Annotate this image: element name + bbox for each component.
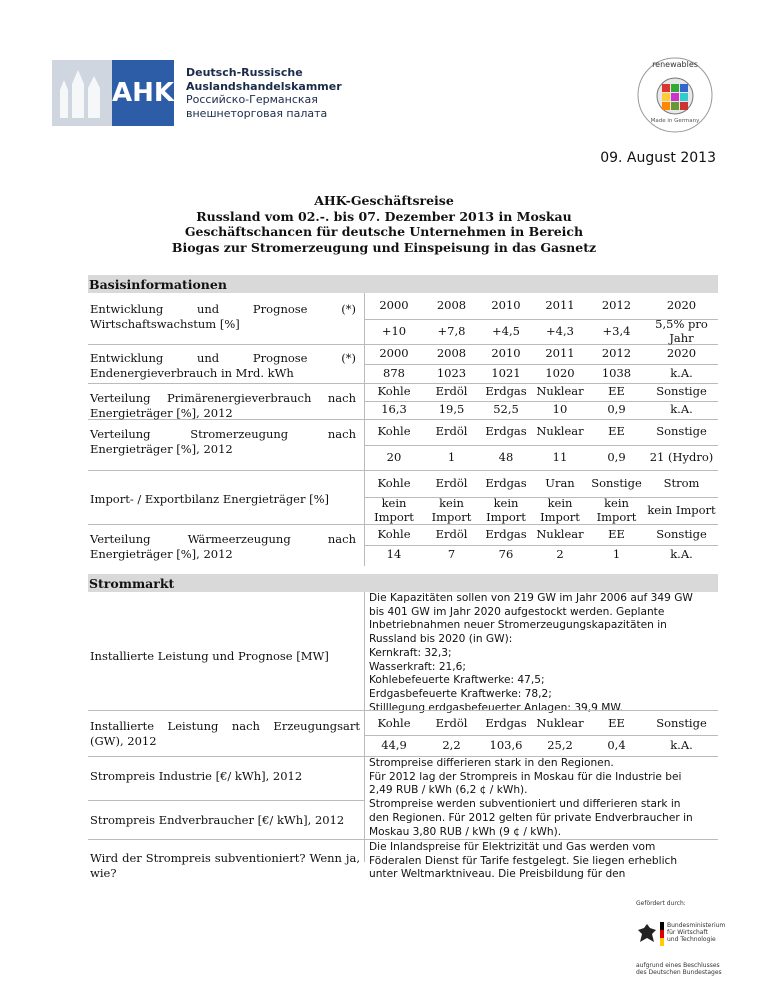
price-end-label: Strompreis Endverbraucher [€/ kWh], 2012 bbox=[90, 813, 345, 827]
org-line-2: Auslandshandelskammer bbox=[186, 79, 342, 93]
bytype-value-cell: k.A. bbox=[670, 737, 693, 752]
basis-head-cell: 2012 bbox=[601, 346, 632, 361]
bytype-value-cell: 25,2 bbox=[547, 737, 573, 752]
installed-capacity-label: Installierte Leistung und Prognose [MW] bbox=[90, 649, 329, 663]
text-line: Moskau 3,80 RUB / kWh (9 ¢ / kWh). bbox=[369, 825, 562, 838]
title-line-2: Russland vom 02.-. bis 07. Dezember 2013 in Moskau bbox=[196, 208, 572, 224]
basis-label: Verteilung Wärmeerzeugung nach Energieträger [%], 2012 bbox=[90, 532, 356, 561]
basis-head-cell: Uran bbox=[545, 475, 575, 490]
renewables-logo bbox=[636, 56, 714, 134]
basis-label: Entwicklung und Prognose (*) Endenergieverbrauch in Mrd. kWh bbox=[90, 351, 356, 380]
basis-head-cell: Erdgas bbox=[485, 424, 527, 439]
basis-head-cell: EE bbox=[608, 424, 625, 439]
basis-value-cell: kein Import bbox=[374, 496, 414, 524]
basis-value-cell: +7,8 bbox=[437, 323, 466, 338]
eagle-icon bbox=[636, 922, 658, 950]
basis-head-cell: Erdgas bbox=[485, 475, 527, 490]
text-line: Strompreise werden subventioniert und differieren stark in bbox=[369, 798, 681, 811]
basis-head-cell: Sonstige bbox=[656, 424, 707, 439]
price-industry-label: Strompreis Industrie [€/ kWh], 2012 bbox=[90, 769, 303, 783]
bmwi-logo bbox=[626, 900, 736, 980]
basis-value-cell: kein Import bbox=[540, 496, 580, 524]
basis-value-cell: 5,5% pro Jahr bbox=[655, 317, 708, 345]
basis-head-cell: Strom bbox=[663, 475, 700, 490]
text-line: den Regionen. Für 2012 gelten für private Endverbraucher in bbox=[369, 811, 693, 824]
bytype-value-cell: 0,4 bbox=[607, 737, 626, 752]
basis-head-cell: 2000 bbox=[379, 298, 409, 313]
basis-value-cell: 11 bbox=[552, 449, 568, 464]
basis-head-cell: Sonstige bbox=[591, 475, 642, 490]
org-line-1: Deutsch-Russische bbox=[186, 66, 303, 79]
basis-head-cell: Kohle bbox=[377, 384, 411, 399]
title-line-4: Biogas zur Stromerzeugung und Einspeisung in das Gasnetz bbox=[171, 239, 597, 255]
basis-head-cell: Sonstige bbox=[656, 526, 707, 541]
basis-head-cell: 2010 bbox=[491, 346, 521, 361]
ministry-line-2: für Wirtschaft bbox=[667, 929, 708, 936]
bytype-value-cell: 44,9 bbox=[381, 737, 407, 752]
row-divider bbox=[88, 839, 718, 840]
ministry-name bbox=[667, 922, 725, 943]
text-line: Föderalen Dienst für Tarife festgelegt. Sie liegen erheblich bbox=[369, 854, 678, 867]
bytype-value-cell: 103,6 bbox=[489, 737, 523, 752]
title-line-1: AHK-Geschäftsreise bbox=[314, 193, 454, 208]
basis-value-cell: 7 bbox=[447, 547, 456, 562]
basis-value-cell: 20 bbox=[386, 449, 402, 464]
basis-head-cell: 2011 bbox=[545, 346, 575, 361]
basis-label: Verteilung Primärenergieverbrauch nach Energieträger [%], 2012 bbox=[90, 391, 356, 420]
ahk-logo bbox=[52, 60, 342, 126]
basis-value-cell: 16,3 bbox=[381, 402, 407, 417]
text-line: Für 2012 lag der Strompreis in Moskau für die Industrie bei bbox=[369, 770, 682, 783]
bytype-head-cell: Erdöl bbox=[435, 716, 468, 731]
bytype-head-cell: EE bbox=[608, 716, 625, 731]
basis-value-cell: 1038 bbox=[601, 365, 632, 380]
bytype-head-cell: Kohle bbox=[377, 716, 411, 731]
basis-value-cell: 1020 bbox=[545, 365, 575, 380]
beschluss-line-2: des Deutschen Bundestages bbox=[636, 969, 722, 976]
bytype-head-cell: Erdgas bbox=[485, 716, 527, 731]
bytype-head-cell: Nuklear bbox=[536, 716, 584, 731]
installed-capacity-text bbox=[369, 592, 714, 715]
text-line: Kernkraft: 32,3; bbox=[369, 646, 452, 659]
row-divider bbox=[88, 710, 718, 711]
basis-head-cell: 2008 bbox=[436, 346, 467, 361]
text-line: unter Weltmarktniveau. Die Preisbildung für den bbox=[369, 868, 626, 881]
basis-value-cell: kein Import bbox=[647, 502, 716, 517]
basis-head-cell: Erdöl bbox=[435, 526, 468, 541]
org-name bbox=[186, 66, 342, 120]
basis-head-cell: Nuklear bbox=[536, 424, 584, 439]
basis-value-cell: 52,5 bbox=[493, 402, 519, 417]
gefoerdert-label: Gefördert durch: bbox=[636, 900, 686, 907]
document-title bbox=[0, 193, 768, 255]
basis-value-cell: 76 bbox=[498, 547, 514, 562]
price-text bbox=[369, 757, 714, 839]
basis-head-cell: Erdöl bbox=[435, 424, 468, 439]
basis-head-cell: 2011 bbox=[545, 298, 575, 313]
basis-value-cell: 0,9 bbox=[607, 402, 626, 417]
basis-head-cell: Erdöl bbox=[435, 475, 468, 490]
title-line-3: Geschäftschancen für deutsche Unternehmen in Bereich bbox=[184, 224, 584, 239]
basis-value-cell: 10 bbox=[552, 402, 568, 417]
basis-head-cell: 2020 bbox=[666, 298, 697, 313]
ministry-line-3: und Technologie bbox=[667, 936, 716, 943]
basis-value-cell: 14 bbox=[386, 547, 402, 562]
basis-value-cell: kein Import bbox=[431, 496, 472, 524]
basis-value-cell: k.A. bbox=[670, 547, 693, 562]
beschluss-line-1: aufgrund eines Beschlusses bbox=[636, 962, 720, 969]
basis-head-cell: Nuklear bbox=[536, 384, 584, 399]
bytype-head-cell: Sonstige bbox=[656, 716, 707, 731]
basis-value-cell: 0,9 bbox=[607, 449, 626, 464]
text-line: Die Inlandspreise für Elektrizität und Gas werden vom bbox=[369, 841, 656, 853]
basis-value-cell: kein Import bbox=[596, 496, 637, 524]
row-divider bbox=[88, 800, 365, 801]
basis-value-cell: 878 bbox=[383, 365, 405, 380]
text-line: Inbetriebnahmen neuer Stromerzeugungskapazitäten in bbox=[369, 619, 667, 632]
basis-value-cell: k.A. bbox=[670, 365, 693, 380]
basis-value-cell: +4,3 bbox=[546, 323, 574, 338]
basis-head-cell: 2010 bbox=[491, 298, 521, 313]
text-line: Stilllegung erdgasbefeuerter Anlagen: 39,9 MW. bbox=[369, 701, 624, 714]
text-line: bis 401 GW im Jahr 2020 aufgestockt werden. Geplante bbox=[369, 605, 665, 618]
basis-value-cell: kein Import bbox=[486, 496, 526, 524]
text-line: Wasserkraft: 21,6; bbox=[369, 660, 466, 673]
basis-head-cell: Kohle bbox=[377, 526, 411, 541]
ministry-line-1: Bundesministerium bbox=[667, 922, 726, 929]
basis-value-cell: 1 bbox=[612, 547, 621, 562]
basis-value-cell: 1 bbox=[447, 449, 456, 464]
subsidy-text bbox=[369, 841, 714, 882]
document-date: 09. August 2013 bbox=[600, 150, 716, 166]
basis-head-cell: EE bbox=[608, 526, 625, 541]
basis-head-cell: EE bbox=[608, 384, 625, 399]
ahk-logo-text: AHK bbox=[112, 60, 174, 126]
basis-head-cell: Nuklear bbox=[536, 526, 584, 541]
basis-head-cell: Erdgas bbox=[485, 384, 527, 399]
basis-value-cell: +3,4 bbox=[602, 323, 631, 338]
text-line: Die Kapazitäten sollen von 219 GW im Jahr 2006 auf 349 GW bbox=[369, 592, 693, 604]
beschluss-text bbox=[636, 962, 722, 976]
basis-head-cell: Kohle bbox=[377, 424, 411, 439]
text-line: Strompreise differieren stark in den Regionen. bbox=[369, 757, 614, 769]
basis-head-cell: 2020 bbox=[666, 346, 697, 361]
basis-value-cell: 1023 bbox=[436, 365, 467, 380]
basis-value-cell: k.A. bbox=[670, 402, 693, 417]
basis-value-cell: 1021 bbox=[491, 365, 521, 380]
basis-head-cell: 2012 bbox=[601, 298, 632, 313]
basis-head-cell: 2000 bbox=[379, 346, 409, 361]
basis-label: Verteilung Stromerzeugung nach Energieträger [%], 2012 bbox=[90, 427, 356, 456]
basis-value-cell: 19,5 bbox=[438, 402, 465, 417]
basis-value-cell: 2 bbox=[556, 547, 564, 562]
basis-label: Entwicklung und Prognose (*) Wirtschaftswachstum [%] bbox=[90, 302, 356, 331]
bytype-label: Installierte Leistung nach Erzeugungsart (GW), 2012 bbox=[90, 719, 360, 748]
basis-head-cell: Erdgas bbox=[485, 526, 527, 541]
renewables-sub: Made in Germany bbox=[650, 118, 700, 124]
text-line: 2,49 RUB / kWh (6,2 ¢ / kWh). bbox=[369, 784, 528, 797]
subsidy-label: Wird der Strompreis subventioniert? Wenn ja, wie? bbox=[90, 851, 360, 880]
flag-icon bbox=[660, 922, 664, 946]
basis-head-cell: Kohle bbox=[377, 475, 411, 490]
section-basisinformationen: Basisinformationen bbox=[88, 275, 718, 293]
basis-label: Import- / Exportbilanz Energieträger [%] bbox=[90, 492, 330, 506]
text-line: Russland bis 2020 (in GW): bbox=[369, 633, 513, 646]
org-line-4: внешнеторговая палата bbox=[186, 106, 328, 120]
section-strommarkt: Strommarkt bbox=[88, 574, 718, 592]
castle-icon bbox=[52, 60, 112, 126]
basis-value-cell: +10 bbox=[381, 323, 407, 338]
renewables-label: renewables bbox=[652, 60, 698, 69]
basis-value-cell: 48 bbox=[498, 449, 514, 464]
text-line: Erdgasbefeuerte Kraftwerke: 78,2; bbox=[369, 687, 552, 700]
basis-value-cell: +4,5 bbox=[492, 323, 520, 338]
bytype-value-cell: 2,2 bbox=[442, 737, 461, 752]
org-line-3: Российско-Германская bbox=[186, 93, 318, 106]
basis-value-cell: 21 (Hydro) bbox=[649, 449, 714, 464]
text-line: Kohlebefeuerte Kraftwerke: 47,5; bbox=[369, 674, 545, 687]
basis-head-cell: Erdöl bbox=[435, 384, 468, 399]
basis-head-cell: 2008 bbox=[436, 298, 467, 313]
basis-head-cell: Sonstige bbox=[656, 384, 707, 399]
